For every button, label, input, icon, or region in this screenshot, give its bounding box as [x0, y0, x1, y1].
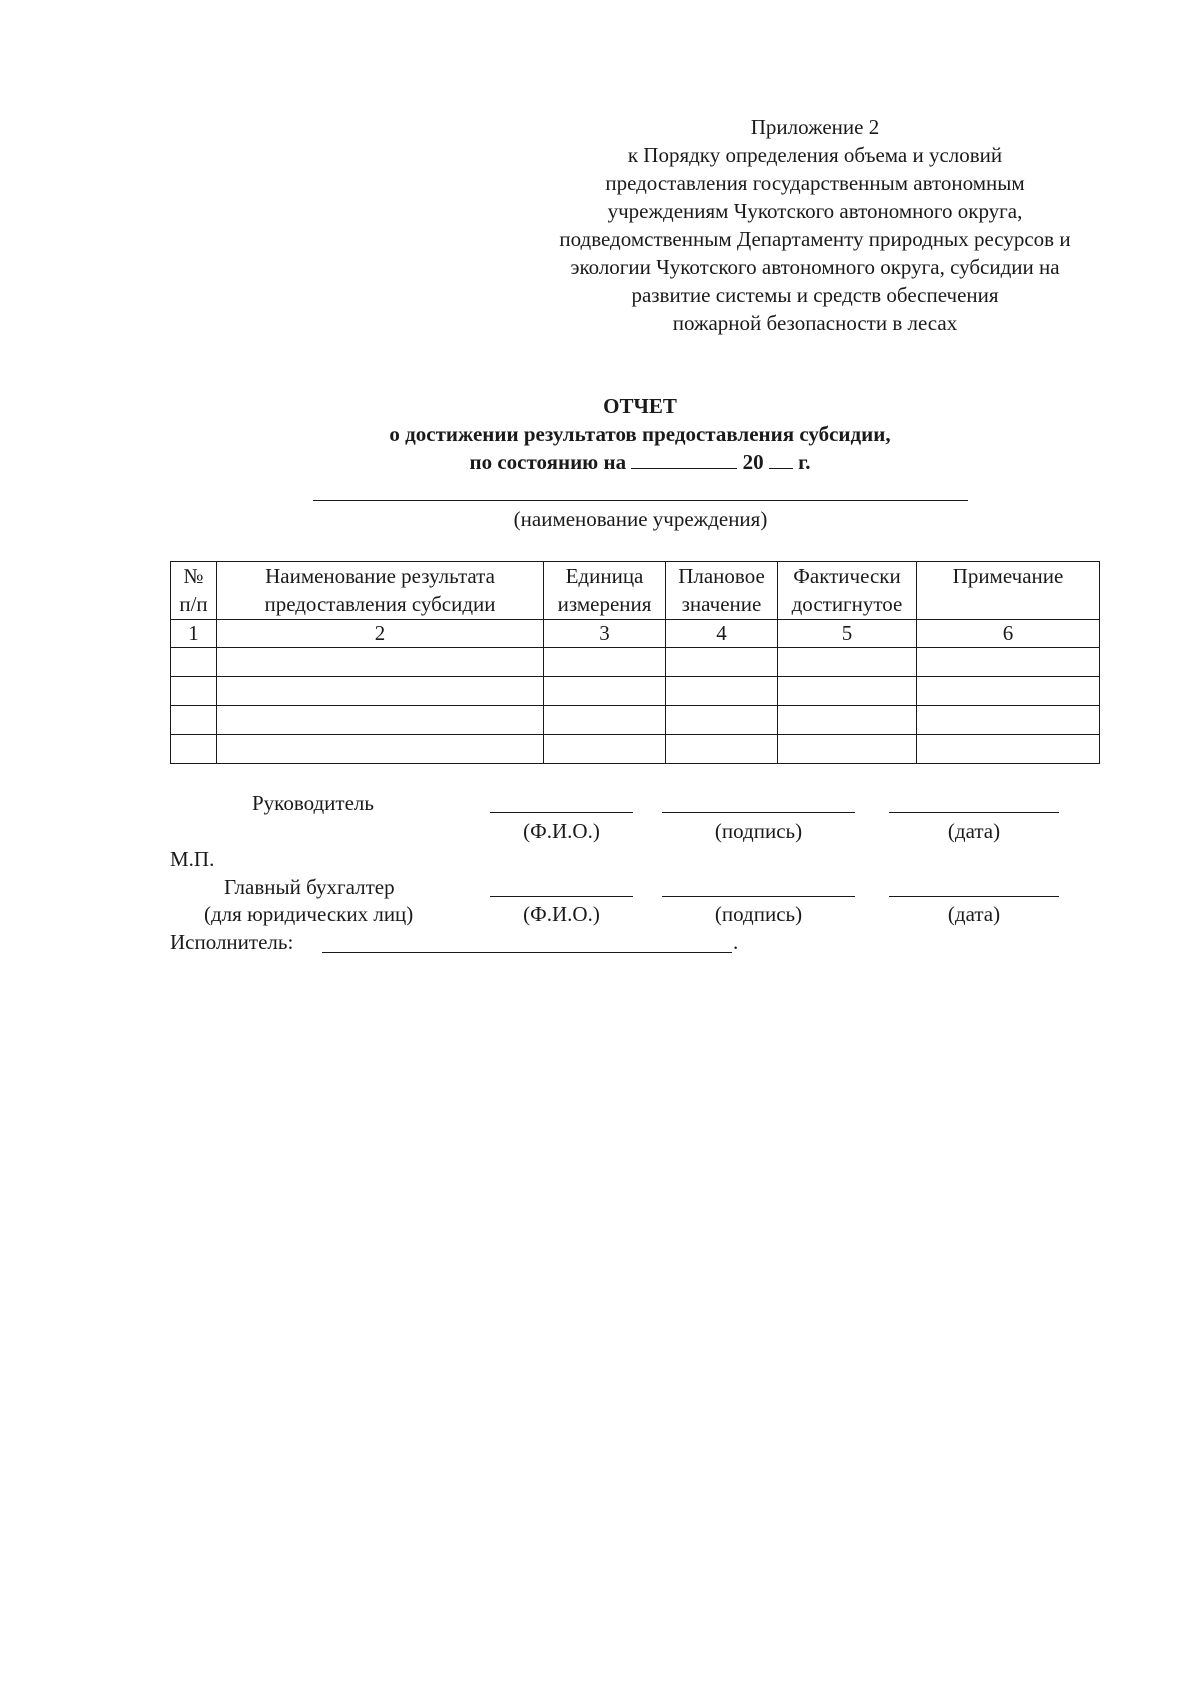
- accountant-signature-caption: (подпись): [714, 902, 803, 926]
- table-cell[interactable]: [171, 677, 217, 706]
- column-number: 6: [917, 620, 1100, 648]
- institution-caption: (наименование учреждения): [513, 507, 768, 531]
- appendix-header: [500, 113, 1130, 337]
- report-heading: ОТЧЕТ: [603, 394, 677, 418]
- head-fio-line[interactable]: [490, 812, 633, 813]
- head-label: Руководитель: [252, 791, 374, 815]
- table-cell[interactable]: [217, 735, 544, 764]
- chief-accountant-label: Главный бухгалтер: [224, 875, 395, 899]
- table-cell[interactable]: [778, 677, 917, 706]
- head-signature-line[interactable]: [662, 812, 855, 813]
- report-title-block: [300, 392, 980, 476]
- as-of-label: по состоянию на: [469, 450, 627, 474]
- appendix-line: Приложение 2: [750, 115, 880, 139]
- accountant-fio-line[interactable]: [490, 896, 633, 897]
- table-cell[interactable]: [171, 648, 217, 677]
- column-header-unit: [544, 562, 666, 620]
- seal-label: М.П.: [170, 847, 215, 871]
- header-line: Наименование результата: [265, 564, 495, 588]
- head-signature-caption: (подпись): [714, 819, 803, 843]
- accountant-fio-caption: (Ф.И.О.): [523, 902, 600, 926]
- accountant-date-line[interactable]: [889, 896, 1059, 897]
- head-date-caption: (дата): [947, 819, 1001, 843]
- header-line: Примечание: [952, 564, 1064, 588]
- table-cell[interactable]: [917, 706, 1100, 735]
- column-number-row: [171, 620, 1100, 648]
- column-header-actual: [778, 562, 917, 620]
- table-cell[interactable]: [544, 648, 666, 677]
- column-number: 3: [544, 620, 666, 648]
- table-cell[interactable]: [917, 735, 1100, 764]
- table-row: [171, 648, 1100, 677]
- table-cell[interactable]: [666, 706, 778, 735]
- executor-line[interactable]: [322, 952, 732, 953]
- institution-name-line[interactable]: [313, 500, 968, 501]
- header-line: №: [183, 564, 204, 588]
- table-cell[interactable]: [666, 735, 778, 764]
- executor-label: Исполнитель:: [170, 930, 294, 954]
- appendix-line: пожарной безопасности в лесах: [672, 311, 958, 335]
- executor-period: .: [733, 930, 739, 954]
- accountant-signature-line[interactable]: [662, 896, 855, 897]
- header-line: измерения: [557, 592, 652, 616]
- year-prefix: 20: [742, 450, 764, 474]
- header-line: предоставления субсидии: [264, 592, 496, 616]
- report-as-of-line: [300, 448, 980, 476]
- column-header-number: [171, 562, 217, 620]
- table-cell[interactable]: [544, 735, 666, 764]
- table-header-row: [171, 562, 1100, 620]
- legal-entities-note: (для юридических лиц): [204, 902, 414, 926]
- table-cell[interactable]: [544, 706, 666, 735]
- header-line: Фактически: [793, 564, 901, 588]
- table-cell[interactable]: [917, 648, 1100, 677]
- column-number: 1: [171, 620, 217, 648]
- table-row: [171, 677, 1100, 706]
- table-cell[interactable]: [544, 677, 666, 706]
- head-fio-caption: (Ф.И.О.): [523, 819, 600, 843]
- table-cell[interactable]: [171, 706, 217, 735]
- head-date-line[interactable]: [889, 812, 1059, 813]
- appendix-line: к Порядку определения объема и условий: [627, 143, 1003, 167]
- table-cell[interactable]: [217, 677, 544, 706]
- results-table: [170, 561, 1100, 764]
- appendix-line: экологии Чукотского автономного округа, субсидии на: [570, 255, 1060, 279]
- column-number: 2: [217, 620, 544, 648]
- header-line: Плановое: [678, 564, 765, 588]
- table-cell[interactable]: [778, 735, 917, 764]
- appendix-line: подведомственным Департаменту природных ресурсов и: [559, 227, 1071, 251]
- column-header-result-name: [217, 562, 544, 620]
- column-header-planned: [666, 562, 778, 620]
- appendix-line: развитие системы и средств обеспечения: [631, 283, 999, 307]
- table-cell[interactable]: [666, 677, 778, 706]
- table-cell[interactable]: [217, 706, 544, 735]
- table-cell[interactable]: [917, 677, 1100, 706]
- table-row: [171, 735, 1100, 764]
- year-suffix: г.: [798, 450, 811, 474]
- column-header-note: [917, 562, 1100, 620]
- appendix-line: предоставления государственным автономным: [605, 171, 1025, 195]
- table-row: [171, 706, 1100, 735]
- header-line: п/п: [179, 592, 208, 616]
- header-line: Единица: [565, 564, 644, 588]
- accountant-date-caption: (дата): [947, 902, 1001, 926]
- header-line: достигнутое: [791, 592, 903, 616]
- column-number: 5: [778, 620, 917, 648]
- header-line: значение: [681, 592, 762, 616]
- table-cell[interactable]: [778, 648, 917, 677]
- table-cell[interactable]: [217, 648, 544, 677]
- date-blank[interactable]: [631, 450, 737, 469]
- table-cell[interactable]: [778, 706, 917, 735]
- table-cell[interactable]: [171, 735, 217, 764]
- report-subtitle: о достижении результатов предоставления субсидии,: [389, 422, 891, 446]
- appendix-line: учреждениям Чукотского автономного округа,: [607, 199, 1023, 223]
- year-blank[interactable]: [769, 450, 793, 469]
- table-cell[interactable]: [666, 648, 778, 677]
- column-number: 4: [666, 620, 778, 648]
